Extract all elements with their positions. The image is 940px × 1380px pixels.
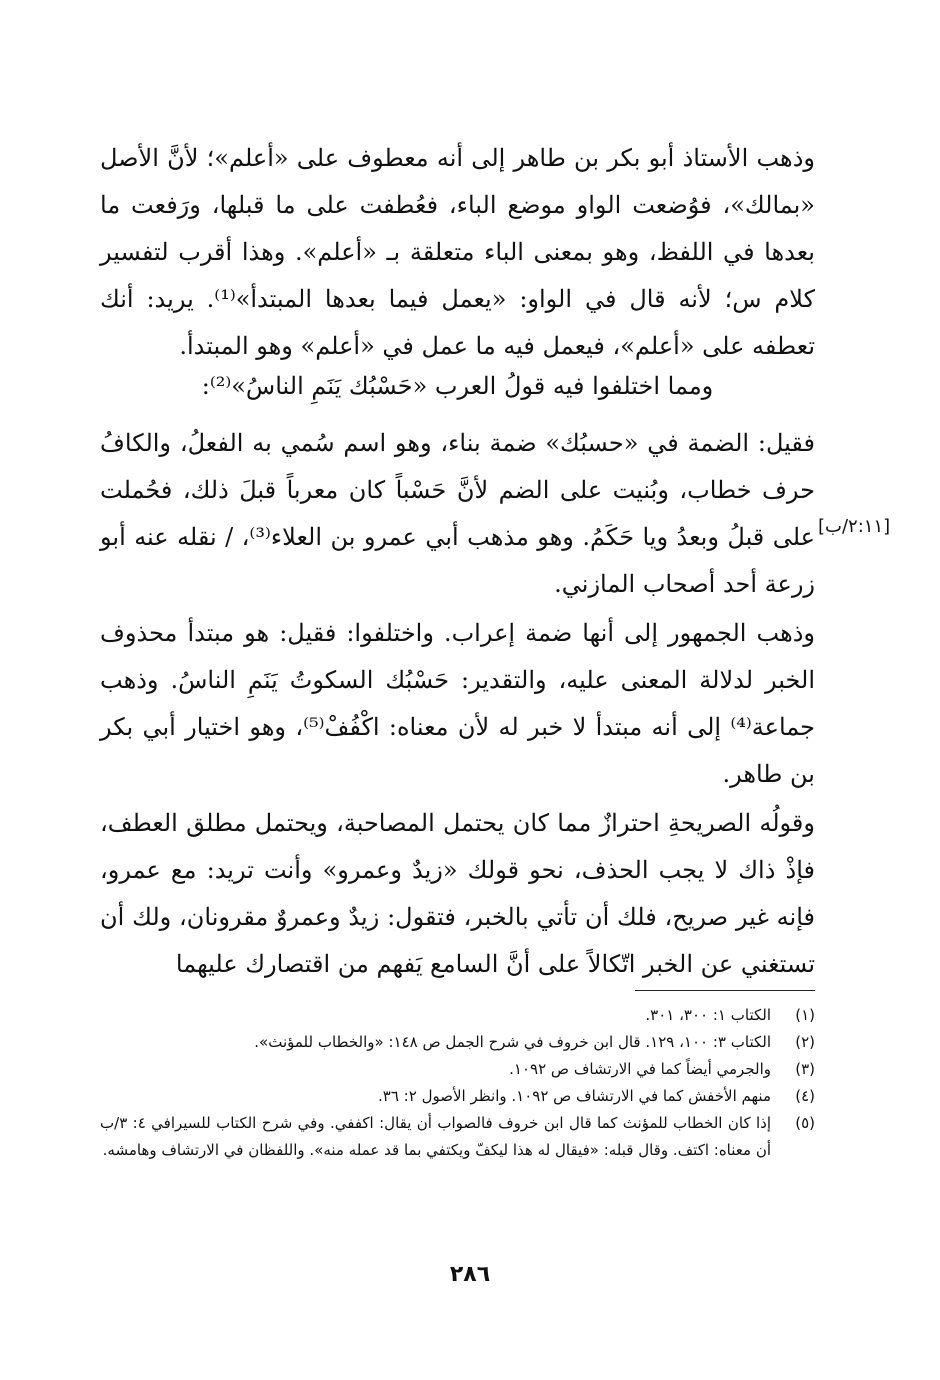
footnote-divider (635, 990, 815, 991)
footnote-number: (٥) (795, 1114, 815, 1132)
body-paragraph-4: وذهب الجمهور إلى أنها ضمة إعراب. واختلفوا: فقيل: هو مبتدأ محذوف الخبر لدلالة المعنى عليه، والتقدير: حَسْبُك السكوتُ يَنَمِ الناسُ. وذهب جماعة⁽⁴⁾ إلى أنه مبتدأ لا خبر له لأن معناه: اكْفُفْ⁽⁵⁾، وهو اختيار أبي بكر بن طاهر. (100, 619, 815, 788)
footnote-1 (100, 1002, 815, 1029)
body-paragraph-1: وذهب الأستاذ أبو بكر بن طاهر إلى أنه معطوف على «أعلم»؛ لأنَّ الأصل «بمالك»، فوُضعت الواو موضع الباء، فعُطفت على ما قبلها، ورَفعت ما بعدها في اللفظ، وهو بمعنى الباء متعلقة بـ «أعلم». وهذا أقرب لتفسير كلام س؛ لأنه قال في الواو: «يعمل فيما بعدها المبتدأ»⁽¹⁾. يريد: أنك تعطفه على «أعلم»، فيعمل فيه ما عمل في «أعلم» وهو المبتدأ. (100, 144, 816, 360)
footnote-3 (100, 1056, 815, 1083)
footnote-text: الكتاب ٣: ١٠٠، ١٢٩. قال ابن خروف في شرح الجمل ص ١٤٨: «والخطاب للمؤنث». (254, 1033, 771, 1051)
footnote-text: والجرمي أيضاً كما في الارتشاف ص ١٠٩٢. (509, 1060, 771, 1078)
footnote-number: (٣) (795, 1060, 815, 1078)
footnote-4 (100, 1083, 815, 1110)
page-number: ٢٨٦ (449, 1262, 491, 1287)
footnote-text: إذا كان الخطاب للمؤنث كما قال ابن خروف فالصواب أن يقال: اكففي. وفي شرح الكتاب للسيرافي ٤: ٣/ب أن معناه: اكتف. وقال قبله: «فيقال له هذا ليكفّ ويكتفي بما قد عمله منه». واللفظان في الارتشاف وهامشه. (100, 1114, 771, 1159)
footnote-text: الكتاب ١: ٣٠٠، ٣٠١. (645, 1006, 771, 1024)
body-paragraph-3: فقيل: الضمة في «حسبُك» ضمة بناء، وهو اسم سُمي به الفعلُ، والكافُ حرف خطاب، وبُنيت على الضم لأنَّ حَسْباً كان معرباً قبلَ ذلك، فحُملت على قبلُ وبعدُ ويا حَكَمُ. وهو مذهب أبي عمرو بن العلاء⁽³⁾، / نقله عنه أبو زرعة أحد أصحاب المازني. (100, 429, 815, 598)
body-paragraph-5: وقولُه الصريحةِ احترازٌ مما كان يحتمل المصاحبة، ويحتمل مطلق العطف، فإذْ ذاك لا يجب الحذف، نحو قولك «زيدٌ وعمرو» وأنت تريد: مع عمرو، فإنه غير صريح، فلك أن تأتي بالخبر، فتقول: زيدٌ وعمروٌ مقرونان، ولك أن تستغني عن الخبر اتّكالاً على أنَّ السامع يَفهم من اقتصارك عليهما (100, 809, 815, 978)
footnote-5 (100, 1110, 815, 1164)
footnote-number: (٤) (795, 1087, 815, 1105)
footnote-text: منهم الأخفش كما في الارتشاف ص ١٠٩٢. وانظر الأصول ٢: ٣٦. (378, 1087, 771, 1105)
footnotes (100, 1002, 815, 1164)
manuscript-folio-reference: [٢:١١/ب] (818, 516, 891, 537)
footnote-2 (100, 1029, 815, 1056)
footnote-number: (١) (795, 1006, 815, 1024)
body-paragraph-2: ومما اختلفوا فيه قولُ العرب «حَسْبُك يَنَمِ الناسُ»⁽²⁾: (201, 372, 714, 400)
footnote-number: (٢) (795, 1033, 815, 1051)
